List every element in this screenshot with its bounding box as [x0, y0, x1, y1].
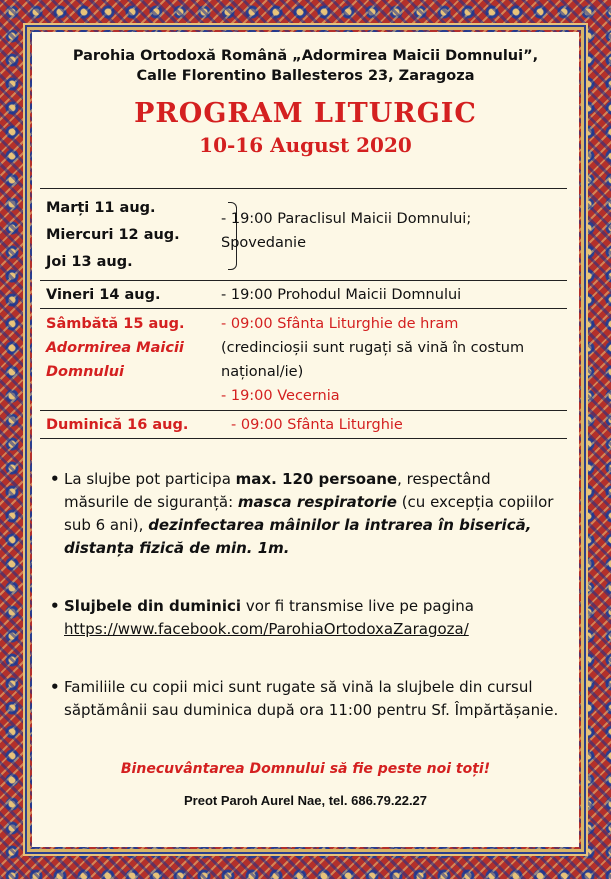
notes-list	[50, 468, 560, 757]
event-vespers: - 19:00 Vecernia	[221, 388, 340, 404]
day-wednesday: Miercuri 12 aug.	[46, 227, 180, 243]
table-row	[40, 189, 567, 281]
feast-name: Adormirea Maicii Domnului	[46, 340, 184, 380]
day-sunday: Duminică 16 aug.	[46, 417, 189, 433]
facebook-link[interactable]: https://www.facebook.com/ParohiaOrtodoxaZaragoza/	[64, 620, 469, 638]
poster-page	[32, 32, 579, 847]
day-saturday: Sâmbătă 15 aug.	[46, 316, 185, 332]
day-tuesday: Marți 11 aug.	[46, 200, 156, 216]
schedule-table	[40, 188, 567, 439]
event-liturgy-feast: - 09:00 Sfânta Liturghie de hram	[221, 316, 459, 332]
blessing-text: Binecuvântarea Domnului să fie peste noi toți!	[120, 761, 491, 777]
table-row	[40, 281, 567, 309]
event-sunday-liturgy: - 09:00 Sfânta Liturghie	[231, 417, 403, 433]
parish-header	[32, 46, 579, 86]
date-range: 10-16 August 2020	[199, 133, 412, 157]
parish-name: Parohia Ortodoxă Română „Adormirea Maicii Domnului”,	[72, 48, 539, 64]
bullet-icon: •	[50, 470, 60, 488]
day-friday: Vineri 14 aug.	[46, 287, 161, 303]
parish-address: Calle Florentino Ballesteros 23, Zaragoza	[136, 68, 475, 84]
list-item	[50, 676, 560, 722]
event-paraclis: - 19:00 Paraclisul Maicii Domnului; Spovedanie	[221, 211, 472, 251]
event-note: (credincioșii sunt rugați să vină în costum național/ie)	[221, 340, 525, 380]
families-note: Familiile cu copii mici sunt rugate să vină la slujbele din cursul săptămânii sau duminica după ora 11:00 pentru Sf. Împărtășanie.	[64, 678, 559, 719]
priest-contact: Preot Paroh Aurel Nae, tel. 686.79.22.27	[183, 793, 428, 808]
bullet-icon: •	[50, 678, 60, 696]
day-thursday: Joi 13 aug.	[46, 254, 133, 270]
table-row	[40, 309, 567, 411]
bullet-icon: •	[50, 597, 60, 615]
page-title: PROGRAM LITURGIC	[134, 98, 477, 129]
list-item: • Slujbele din duminici vor fi transmise live pe pagina https://www.facebook.com/ParohiaOrtodoxaZaragoza/	[50, 595, 560, 641]
list-item: • La slujbe pot participa max. 120 persoane, respectând măsurile de siguranță: masca respiratorie (cu excepția copiilor sub 6 ani), dezinfectarea mâinilor la intrarea în biserică, distanța fizică de min. 1m.	[50, 468, 560, 560]
event-prohod: - 19:00 Prohodul Maicii Domnului	[221, 287, 462, 303]
table-row	[40, 411, 567, 439]
